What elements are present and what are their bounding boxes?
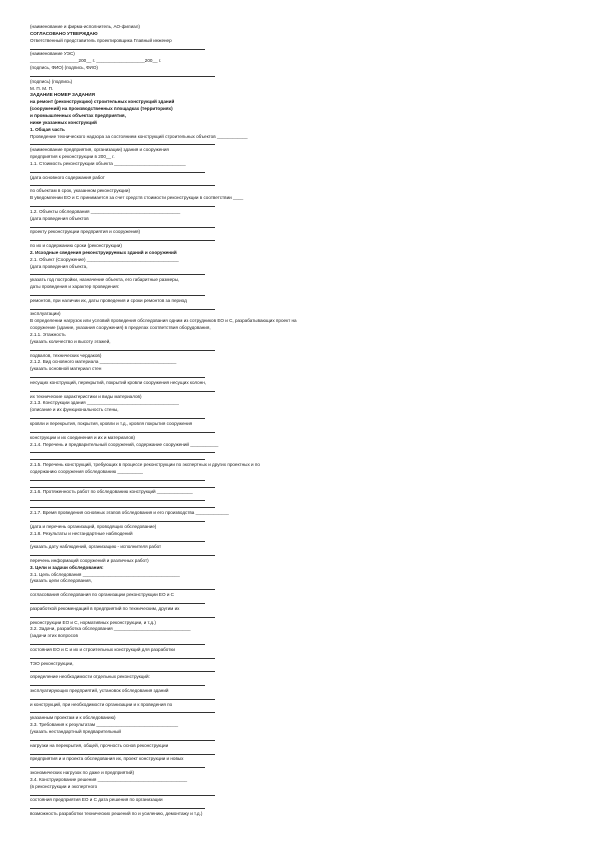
document-line: 3.4. Конструирование решения ___________________________________ [30, 776, 188, 782]
fill-in-rule [30, 377, 205, 378]
fill-in-rule [30, 487, 215, 488]
document-line: 2.1.4. Перечень и предварительный сооружений, содержание сооружений ___________ [30, 441, 219, 447]
fill-in-rule [30, 644, 205, 645]
fill-in-rule [30, 712, 215, 713]
document-line: СОГЛАСОВАНО УТВЕРЖДАЮ [30, 30, 98, 36]
document-line: (дата проведения объектов [30, 215, 89, 221]
document-line: на ремонт (реконструкцию) строительных конструкций зданий [30, 99, 175, 105]
document-line: 2.1.1. Этажность [30, 332, 66, 338]
fill-in-rule [30, 227, 215, 228]
document-line: (указать нестандартный предварительный [30, 729, 121, 735]
document-line: (указать дату наблюдений, организацию - исполнителя работ [30, 544, 162, 550]
document-line: состояния предприятия ЕО и С дата решения по организации [30, 797, 163, 803]
document-line: ЗАДАНИЕ НОМЕР ЗАДАНИЯ [30, 92, 95, 98]
fill-in-rule [30, 521, 205, 522]
document-line: 1.2. Объекты обследования ___________________________________ [30, 208, 181, 214]
fill-in-rule [30, 418, 205, 419]
fill-in-rule [30, 144, 215, 145]
document-line: (наименование и фирма-исполнитель, АО-филиал) [30, 24, 140, 29]
fill-in-rule [30, 459, 205, 460]
fill-in-rule [30, 432, 215, 433]
document-line: (указать основной материал стен [30, 366, 102, 372]
document-line: (указать цели обследования, [30, 578, 92, 584]
document-line: 2.1.2. Вид основного материала ______________________________ [30, 359, 177, 365]
fill-in-rule [30, 808, 205, 809]
document-line: сооружение (здание, указания сооружения) в пределах соответствия оборудования, [30, 325, 211, 331]
document-line: предприятия и и проекта обследования их, проект конструкции и новых [30, 756, 184, 762]
document-line: 2. Исходные сведения реконструируемых зданий и сооружений [30, 249, 177, 255]
document-line: состояния ЕО и С и их и строительных конструкций для разработки [30, 646, 175, 652]
document-line: 2.1.5. Перечень конструкций, требующих в процессе реконструкции по экспертных и других проектных и по [30, 462, 260, 468]
document-line: подвалов, технических чердаков) [30, 352, 102, 358]
document-line: 2.1. Объект (Сооружение) ____________________________________ [30, 256, 179, 262]
fill-in-rule [30, 541, 205, 542]
document-line: экономических нагрузок по даже и предприятий) [30, 770, 134, 776]
document-line: (описание и их функциональность стены, [30, 407, 119, 413]
fill-in-rule [30, 754, 215, 755]
fill-in-rule [30, 671, 215, 672]
fill-in-rule [30, 555, 215, 556]
document-line: (дата и перечень организаций, проводящих обследование) [30, 523, 157, 529]
document-line: 2.1.3. Конструкции здания ____________________________________ [30, 400, 179, 406]
document-line: (указать количество и высоту этажей, [30, 338, 111, 344]
document-line: определение необходимости отдельных реконструкций: [30, 674, 150, 680]
fill-in-rule [30, 795, 215, 796]
document-line: 1. Общая часть [30, 126, 65, 132]
document-line: по объектам в срок, указанном реконструкции) [30, 188, 130, 194]
document-line: указать год постройки, назначение объекта, его габаритные размеры, [30, 277, 180, 283]
document-line: (подпись) (подпись) [30, 78, 73, 84]
fill-in-rule [30, 76, 215, 77]
fill-in-rule [30, 172, 205, 173]
document-line: В уведомлении ЕО и С принимается за счет средств стоимости реконструкции в соответствии ____ [30, 195, 244, 201]
document-line: разработкой рекомендаций в предприятий по техническим, другим их [30, 605, 180, 611]
document-line: указанным проектам и к обследованию) [30, 715, 116, 721]
fill-in-rule [30, 480, 205, 481]
document-line: 2.1.7. Время проведения основных этапов обследования и его производства _____________ [30, 509, 229, 515]
fill-in-rule [30, 699, 215, 700]
document-line: реконструкции ЕО и С, нормативных реконструкции, и т.д.) [30, 619, 156, 625]
fill-in-rule [30, 240, 215, 241]
document-line: (наименование предприятия, организации) здания и сооружения [30, 147, 169, 153]
document-line: эксплуатации) [30, 311, 61, 317]
document-line: (сооружений) на производственных площадках (территориях) [30, 106, 173, 112]
document-line: (дата проведения объекта, [30, 263, 88, 269]
document-line: 3.2. Задачи, разработка обследования ______________________________ [30, 626, 191, 632]
document-line: 3.3. Требования к результатам ________________________________ [30, 722, 179, 728]
document-line: (в реконструкции и экспертного [30, 783, 98, 789]
fill-in-rule [30, 617, 215, 618]
fill-in-rule [30, 49, 205, 50]
fill-in-rule [30, 500, 205, 501]
document-line: (наименование УЭС) [30, 51, 75, 57]
document-line: ___________________200__ г. ___________________200__ г. [30, 58, 162, 64]
document-line: ремонтов, при наличии их, даты проведения и сроки ремонтов за период [30, 297, 187, 303]
document-line: М. П. М. П. [30, 85, 54, 91]
document-line: ТЭО реконструкции, [30, 660, 74, 666]
document-line: (подпись, ФИО) (подпись, ФИО) [30, 65, 98, 71]
document-line: кровли и перекрытия, покрытия, кровли и т.д., кровля покрытия сооружения [30, 421, 193, 426]
fill-in-rule [30, 740, 215, 741]
fill-in-rule [30, 295, 205, 296]
document-line: эксплуатирующих предприятий, установок обследования зданий [30, 687, 169, 693]
document-line: 3.1. Цель обследования ______________________________________ [30, 571, 180, 577]
document-line: даты проведения и характер проведения: [30, 284, 120, 290]
document-line: по их и содержанию сроки (реконструкции) [30, 243, 122, 249]
fill-in-rule [30, 658, 215, 659]
document-line: 2.1.6. Протяженность работ по обследованию конструкций ______________ [30, 489, 193, 495]
fill-in-rule [30, 603, 205, 604]
fill-in-rule [30, 350, 215, 351]
fill-in-rule [30, 274, 205, 275]
document-line: Ответственный представитель проектировщика Главный инженер [30, 37, 172, 43]
fill-in-rule [30, 507, 215, 508]
document-line: проекту реконструкции предприятия и сооружения) [30, 229, 141, 235]
fill-in-rule [30, 206, 215, 207]
document-line: нагрузки на перекрытия, общей, прочность основ реконструкции [30, 742, 169, 748]
document-line: возможность разработки технических решений по и усилению, демонтажу и т.д.) [30, 811, 203, 817]
document-line: Проведение технического надзора за состоянием конструкций строительных объектов ____________ [30, 133, 248, 139]
document-line: их технические характеристики и виды материалов) [30, 393, 142, 399]
document-line: перечень информаций сооружений и различных работ) [30, 557, 149, 563]
fill-in-rule [30, 185, 215, 186]
document-line: 2.1.8. Результаты и нестандартные наблюдений [30, 530, 133, 536]
document-line: конструкции и их соединения и их и материалов) [30, 434, 135, 440]
document-line: 1.1. Стоимость реконструкции объекта ____________________________ [30, 160, 186, 166]
document-line: несущих конструкций, перекрытий, покрытий кровли сооружения несущих колонн, [30, 379, 207, 385]
document-line: ниже указанных конструкций [30, 119, 97, 125]
fill-in-rule [30, 309, 215, 310]
document-line: предприятия к реконструкции в 200__ г. [30, 154, 115, 160]
fill-in-rule [30, 452, 215, 453]
document-line: и промышленных объектах предприятия, [30, 112, 126, 118]
fill-in-rule [30, 767, 205, 768]
document-line: (задачи этих вопросов [30, 633, 78, 639]
document-line: (дата основного содержания работ [30, 174, 105, 180]
document-line: согласования обследования по организации реконструкции ЕО и С [30, 592, 174, 598]
document-line: и конструкций, при необходимости организации и к проведения по [30, 701, 173, 707]
document-line: В определении нагрузок или условий проведения обследования одним из сотрудников ЕО и С, разрабатывающих проект на [30, 318, 297, 324]
fill-in-rule [30, 589, 215, 590]
fill-in-rule [30, 685, 205, 686]
fill-in-rule [30, 391, 215, 392]
document-line: содержанию сооружения обследованию __________ [30, 468, 143, 474]
document-line: 3. Цели и задачи обследования: [30, 564, 104, 570]
